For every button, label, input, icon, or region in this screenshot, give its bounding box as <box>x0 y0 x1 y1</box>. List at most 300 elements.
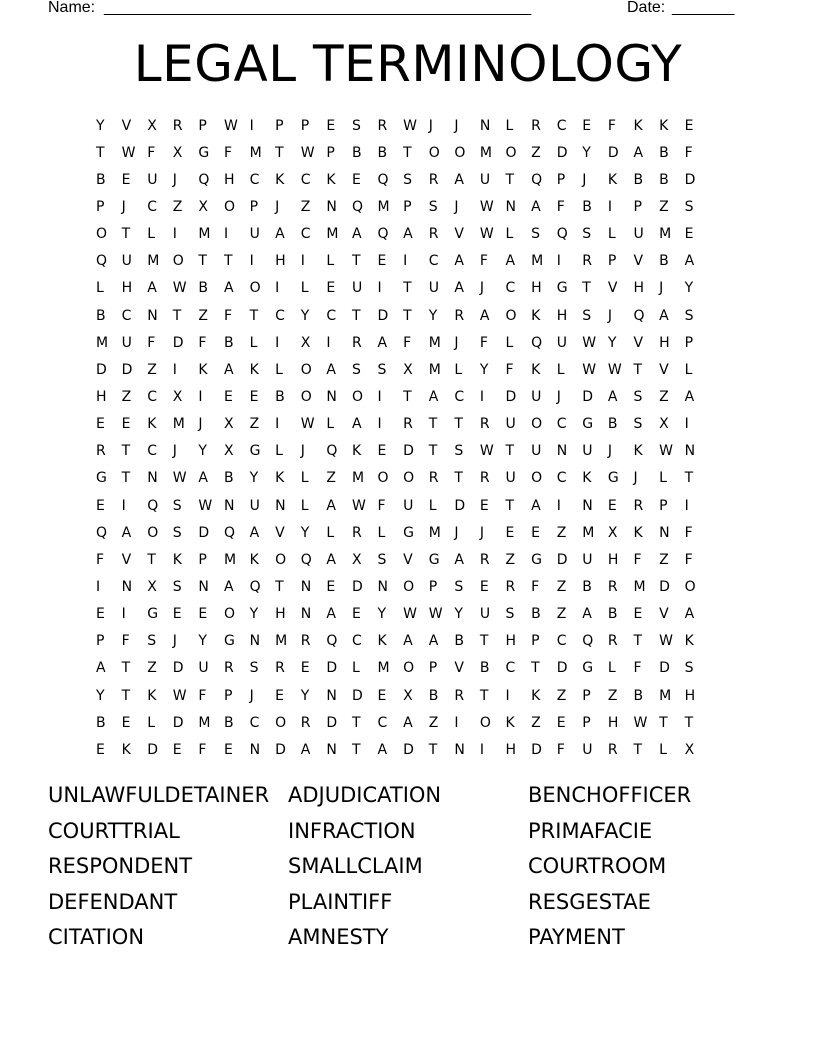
grid-letter: W <box>428 606 443 623</box>
grid-letter: V <box>607 280 618 297</box>
grid-letter: T <box>428 443 438 460</box>
grid-letter: I <box>300 253 305 270</box>
grid-letter: B <box>96 714 106 731</box>
grid-letter: Z <box>326 470 336 487</box>
grid-letter: B <box>275 388 285 405</box>
grid-letter: O <box>684 578 696 595</box>
grid-letter: D <box>377 307 389 324</box>
grid-letter: I <box>96 578 101 595</box>
grid-letter: J <box>633 470 638 487</box>
grid-letter: C <box>300 226 311 243</box>
grid-letter: R <box>454 687 465 704</box>
grid-letter: E <box>223 741 233 758</box>
grid-letter: T <box>633 361 643 378</box>
grid-letter: X <box>147 578 157 595</box>
grid-letter: C <box>428 253 439 270</box>
grid-letter: L <box>300 497 309 514</box>
grid-letter: D <box>326 660 338 677</box>
grid-letter: U <box>249 226 260 243</box>
grid-letter: N <box>300 606 312 623</box>
grid-letter: O <box>300 361 312 378</box>
grid-letter: S <box>172 578 182 595</box>
grid-letter: D <box>556 144 568 161</box>
grid-letter: T <box>121 687 131 704</box>
grid-letter: H <box>96 388 107 405</box>
grid-letter: T <box>531 660 540 677</box>
grid-letter: Y <box>96 117 105 134</box>
grid-letter: A <box>121 524 132 541</box>
grid-letter: O <box>275 714 287 731</box>
grid-letter: O <box>223 198 235 215</box>
grid-letter: P <box>428 660 438 677</box>
word-list-item: PLAINTIFF <box>288 889 393 914</box>
grid-letter: N <box>659 524 670 541</box>
grid-letter: N <box>198 578 209 595</box>
grid-row <box>96 411 736 438</box>
grid-letter: R <box>479 470 490 487</box>
grid-letter: T <box>428 741 438 758</box>
grid-letter: G <box>96 470 107 487</box>
word-list-item: SMALLCLAIM <box>288 854 423 878</box>
grid-letter: I <box>121 606 126 623</box>
grid-letter: C <box>556 416 567 433</box>
grid-letter: J <box>172 443 177 460</box>
grid-letter: I <box>275 416 280 433</box>
grid-letter: J <box>454 334 459 351</box>
word-list-item: CITATION <box>48 925 145 949</box>
grid-letter: K <box>198 361 208 378</box>
grid-letter: O <box>505 144 517 161</box>
grid-letter: W <box>172 687 187 704</box>
grid-letter: U <box>121 334 132 351</box>
grid-letter: R <box>479 551 490 568</box>
grid-letter: J <box>607 307 613 324</box>
grid-letter: D <box>556 660 568 677</box>
grid-letter: D <box>96 361 107 378</box>
grid-row <box>96 601 736 628</box>
grid-letter: G <box>223 633 235 650</box>
grid-letter: Q <box>633 307 645 324</box>
grid-letter: V <box>121 117 132 134</box>
grid-letter: Q <box>582 633 594 650</box>
grid-letter: L <box>377 524 386 541</box>
grid-letter: R <box>454 307 465 324</box>
grid-letter: W <box>172 470 187 487</box>
grid-letter: P <box>607 253 617 270</box>
grid-letter: A <box>351 226 362 243</box>
grid-letter: S <box>454 443 464 460</box>
grid-letter: H <box>121 280 133 297</box>
grid-letter: N <box>249 633 261 650</box>
grid-letter: I <box>249 253 254 270</box>
grid-letter: F <box>505 361 514 378</box>
grid-letter: A <box>479 307 490 324</box>
grid-letter: C <box>249 714 260 731</box>
grid-letter: R <box>300 633 311 650</box>
grid-letter: Z <box>556 578 567 595</box>
grid-letter: O <box>531 470 543 487</box>
grid-letter: T <box>684 470 694 487</box>
grid-letter: A <box>403 633 413 650</box>
grid-letter: D <box>556 551 568 568</box>
grid-letter: E <box>377 253 387 270</box>
grid-letter: E <box>96 606 105 623</box>
grid-letter: E <box>582 117 592 134</box>
grid-letter: B <box>351 144 362 161</box>
grid-letter: T <box>659 714 668 731</box>
grid-letter: T <box>351 253 361 270</box>
grid-letter: I <box>172 226 177 243</box>
grid-letter: B <box>659 253 669 270</box>
grid-letter: M <box>531 253 544 270</box>
grid-letter: C <box>505 280 516 297</box>
grid-row <box>96 465 736 492</box>
grid-letter: B <box>633 687 644 704</box>
grid-letter: Q <box>223 524 235 541</box>
grid-letter: I <box>454 714 459 731</box>
grid-letter: U <box>531 443 542 460</box>
grid-letter: Y <box>479 361 489 378</box>
word-list-item: PRIMAFACIE <box>528 818 653 843</box>
grid-letter: A <box>377 334 388 351</box>
grid-letter: Z <box>531 144 541 161</box>
grid-letter: S <box>249 660 259 677</box>
grid-letter: D <box>351 578 363 595</box>
grid-letter: E <box>479 578 489 595</box>
grid-letter: R <box>428 171 439 188</box>
grid-letter: A <box>326 551 336 568</box>
grid-letter: S <box>403 171 413 188</box>
grid-letter: Q <box>249 578 261 595</box>
grid-letter: J <box>454 198 459 215</box>
grid-letter: V <box>403 551 413 568</box>
grid-letter: S <box>582 307 592 324</box>
grid-letter: A <box>531 198 541 215</box>
grid-letter: R <box>223 660 234 677</box>
grid-letter: N <box>249 741 261 758</box>
grid-letter: C <box>326 307 337 324</box>
grid-letter: U <box>531 388 542 405</box>
grid-letter: U <box>505 470 516 487</box>
grid-letter: T <box>351 741 361 758</box>
grid-letter: B <box>377 144 388 161</box>
grid-letter: B <box>607 416 618 433</box>
grid-letter: B <box>223 334 234 351</box>
grid-letter: I <box>172 361 177 378</box>
grid-letter: N <box>479 117 491 134</box>
grid-letter: E <box>249 388 259 405</box>
word-list-item: COURTROOM <box>528 854 667 878</box>
grid-letter: W <box>633 714 648 731</box>
grid-letter: R <box>633 497 644 514</box>
grid-letter: L <box>326 524 335 541</box>
grid-letter: F <box>684 551 693 568</box>
grid-letter: E <box>121 714 131 731</box>
grid-letter: Y <box>454 606 463 623</box>
grid-letter: B <box>223 714 234 731</box>
grid-letter: R <box>428 470 439 487</box>
word-list-item: PAYMENT <box>528 925 625 949</box>
grid-letter: Y <box>300 687 310 704</box>
grid-letter: C <box>147 443 157 460</box>
grid-letter: M <box>147 253 160 270</box>
grid-letter: H <box>531 280 542 297</box>
name-label: Name: <box>48 0 96 16</box>
grid-letter: Q <box>326 443 338 460</box>
grid-letter: A <box>223 578 234 595</box>
grid-letter: N <box>505 198 516 215</box>
grid-row <box>96 193 736 220</box>
grid-letter: E <box>377 687 387 704</box>
grid-letter: L <box>659 470 667 487</box>
grid-letter: E <box>121 171 131 188</box>
word-list-item: UNLAWFULDETAINER <box>48 783 270 807</box>
grid-letter: A <box>96 660 106 677</box>
grid-row <box>96 166 736 193</box>
grid-letter: O <box>428 144 440 161</box>
grid-letter: Y <box>96 687 105 704</box>
grid-letter: E <box>479 497 489 514</box>
grid-letter: X <box>684 741 695 758</box>
grid-letter: W <box>607 361 622 378</box>
grid-letter: L <box>505 334 514 351</box>
grid-letter: K <box>531 687 541 704</box>
grid-letter: S <box>147 633 157 650</box>
grid-letter: H <box>275 606 286 623</box>
grid-letter: G <box>531 551 542 568</box>
grid-letter: F <box>198 334 207 351</box>
grid-letter: F <box>96 551 105 568</box>
grid-letter: F <box>556 198 565 215</box>
grid-letter: I <box>403 253 408 270</box>
grid-letter: F <box>198 687 207 704</box>
grid-letter: K <box>633 117 643 134</box>
grid-letter: W <box>403 117 417 134</box>
grid-letter: F <box>633 551 642 568</box>
grid-letter: A <box>607 388 618 405</box>
grid-letter: L <box>300 470 309 487</box>
grid-letter: C <box>275 307 285 324</box>
grid-letter: H <box>275 253 286 270</box>
grid-letter: N <box>326 198 337 215</box>
grid-letter: P <box>659 497 668 514</box>
grid-letter: I <box>479 388 485 405</box>
grid-letter: K <box>275 470 285 487</box>
grid-letter: R <box>582 253 593 270</box>
grid-letter: W <box>582 334 597 351</box>
grid-letter: E <box>223 388 233 405</box>
grid-letter: T <box>479 633 489 650</box>
grid-letter: A <box>684 606 695 623</box>
grid-letter: P <box>582 687 591 704</box>
grid-letter: N <box>556 443 568 460</box>
grid-letter: E <box>684 117 694 134</box>
grid-letter: D <box>147 741 158 758</box>
grid-letter: J <box>479 280 485 297</box>
grid-letter: K <box>505 714 515 731</box>
grid-letter: T <box>249 307 259 324</box>
header-line <box>48 0 768 20</box>
grid-letter: A <box>454 253 464 270</box>
grid-letter: M <box>96 334 109 351</box>
grid-letter: E <box>198 606 208 623</box>
grid-letter: A <box>582 606 592 623</box>
grid-letter: G <box>556 280 568 297</box>
grid-letter: E <box>377 443 387 460</box>
grid-letter: T <box>121 443 131 460</box>
grid-letter: F <box>556 741 565 758</box>
grid-letter: M <box>377 660 390 677</box>
grid-letter: X <box>607 524 618 541</box>
grid-letter: L <box>275 443 283 460</box>
grid-letter: I <box>377 280 382 297</box>
word-list-item: RESGESTAE <box>528 889 651 914</box>
grid-letter: L <box>607 660 616 677</box>
grid-letter: B <box>633 171 644 188</box>
grid-letter: Q <box>96 253 108 270</box>
grid-letter: E <box>351 171 361 188</box>
grid-letter: W <box>659 633 673 650</box>
grid-letter: H <box>633 280 644 297</box>
grid-letter: L <box>505 117 514 134</box>
grid-letter: E <box>633 606 643 623</box>
grid-letter: N <box>684 443 696 460</box>
grid-letter: W <box>479 226 494 243</box>
name-blank-line: ________________________________________________ <box>104 0 532 16</box>
grid-letter: U <box>582 443 593 460</box>
grid-letter: R <box>275 660 285 677</box>
grid-row <box>96 356 736 383</box>
grid-letter: W <box>582 361 597 378</box>
grid-letter: F <box>147 334 156 351</box>
grid-letter: K <box>249 551 259 568</box>
grid-letter: L <box>428 497 437 514</box>
grid-letter: U <box>249 497 260 514</box>
grid-letter: Z <box>198 307 208 324</box>
grid-letter: P <box>300 117 310 134</box>
grid-letter: Q <box>326 633 338 650</box>
date-label: Date: <box>627 0 666 16</box>
grid-letter: F <box>377 497 386 514</box>
grid-letter: F <box>479 334 488 351</box>
grid-letter: D <box>121 361 133 378</box>
grid-letter: K <box>633 524 643 541</box>
grid-letter: M <box>428 524 441 541</box>
grid-row <box>96 492 736 519</box>
grid-letter: Z <box>556 524 567 541</box>
grid-letter: G <box>582 660 594 677</box>
grid-letter: V <box>454 226 464 243</box>
grid-letter: E <box>172 606 182 623</box>
grid-letter: G <box>403 524 414 541</box>
grid-letter: T <box>505 171 515 188</box>
grid-letter: Z <box>505 551 516 568</box>
grid-letter: S <box>351 361 361 378</box>
grid-row <box>96 628 736 655</box>
grid-letter: D <box>607 144 619 161</box>
grid-letter: L <box>684 361 693 378</box>
grid-letter: T <box>505 497 515 514</box>
grid-letter: P <box>684 334 694 351</box>
grid-letter: C <box>454 388 465 405</box>
grid-letter: K <box>351 443 362 460</box>
grid-letter: Z <box>531 714 541 731</box>
grid-letter: O <box>479 714 491 731</box>
grid-letter: S <box>582 226 592 243</box>
grid-letter: D <box>454 497 466 514</box>
grid-letter: J <box>454 524 459 541</box>
grid-letter: K <box>582 470 592 487</box>
grid-letter: U <box>403 497 414 514</box>
grid-letter: T <box>275 144 284 161</box>
grid-letter: A <box>198 470 208 487</box>
grid-letter: J <box>121 198 126 215</box>
grid-letter: J <box>275 198 280 215</box>
page-title: LEGAL TERMINOLOGY <box>133 35 683 93</box>
grid-letter: Z <box>147 361 157 378</box>
grid-letter: Z <box>172 198 183 215</box>
grid-letter: T <box>223 253 233 270</box>
grid-letter: S <box>505 606 515 623</box>
grid-letter: Y <box>249 606 259 623</box>
grid-letter: T <box>96 144 105 161</box>
grid-letter: H <box>607 714 619 731</box>
grid-letter: G <box>147 606 159 623</box>
word-list-item: ADJUDICATION <box>288 783 442 807</box>
grid-letter: D <box>172 714 184 731</box>
grid-letter: G <box>249 443 261 460</box>
grid-letter: N <box>582 497 593 514</box>
grid-letter: P <box>326 144 335 161</box>
grid-letter: I <box>121 497 126 514</box>
grid-letter: D <box>172 334 184 351</box>
grid-letter: R <box>479 416 490 433</box>
grid-letter: L <box>300 280 309 297</box>
grid-row <box>96 275 736 302</box>
grid-letter: T <box>633 633 643 650</box>
grid-letter: D <box>198 524 210 541</box>
grid-letter: W <box>351 497 366 514</box>
grid-letter: I <box>684 497 689 514</box>
grid-letter: X <box>223 443 234 460</box>
grid-letter: W <box>300 416 315 433</box>
grid-letter: K <box>531 361 541 378</box>
grid-letter: C <box>505 660 516 677</box>
grid-letter: H <box>659 334 670 351</box>
word-list-item: COURTTRIAL <box>48 818 180 843</box>
grid-letter: E <box>96 741 105 758</box>
grid-letter: N <box>326 388 337 405</box>
grid-letter: R <box>377 117 388 134</box>
grid-letter: T <box>403 280 412 297</box>
grid-letter: K <box>531 307 541 324</box>
grid-letter: U <box>633 226 644 243</box>
grid-letter: I <box>556 253 561 270</box>
grid-letter: W <box>172 280 187 297</box>
grid-letter: D <box>505 388 517 405</box>
word-list <box>48 780 768 958</box>
grid-letter: R <box>300 714 311 731</box>
word-search-grid <box>96 112 736 763</box>
grid-letter: P <box>582 714 591 731</box>
grid-letter: O <box>403 660 415 677</box>
grid-letter: E <box>531 524 540 541</box>
grid-letter: C <box>556 633 567 650</box>
grid-letter: J <box>198 416 203 433</box>
grid-letter: V <box>659 361 669 378</box>
grid-letter: Y <box>684 280 694 297</box>
grid-letter: R <box>351 334 362 351</box>
